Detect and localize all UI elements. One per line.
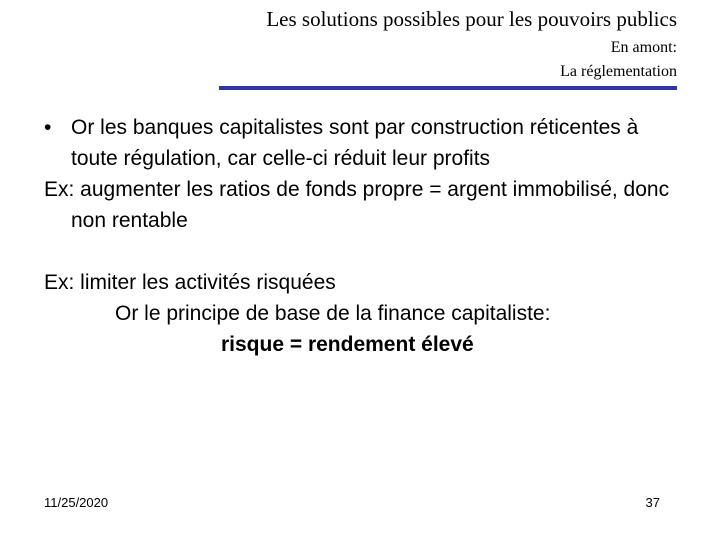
example-fonds-propres: Ex: augmenter les ratios de fonds propre = argent immobilisé, donc non rentable (44, 178, 670, 232)
subtitle-line-1: En amont: (610, 39, 677, 56)
example-activites-risquees: Ex: limiter les activités risquées (44, 271, 336, 294)
slide-title: Les solutions possibles pour les pouvoirs publics (266, 7, 677, 31)
footer-date: 11/25/2020 (44, 495, 109, 510)
slide-subtitle (560, 36, 677, 84)
title-underline-rule (219, 86, 677, 90)
subtitle-line-2: La réglementation (560, 63, 677, 80)
bullet-icon: • (44, 116, 52, 139)
principle-line: Or le principe de base de la finance capitaliste: (115, 302, 551, 325)
slide-body (44, 112, 684, 360)
conclusion-line: risque = rendement élevé (221, 333, 474, 356)
bullet-item (44, 112, 684, 174)
spacer (44, 236, 684, 267)
footer-page-number: 37 (645, 495, 660, 510)
bullet-text: Or les banques capitalistes sont par construction réticentes à toute régulation, car celle-ci réduit leur profits (71, 116, 639, 170)
